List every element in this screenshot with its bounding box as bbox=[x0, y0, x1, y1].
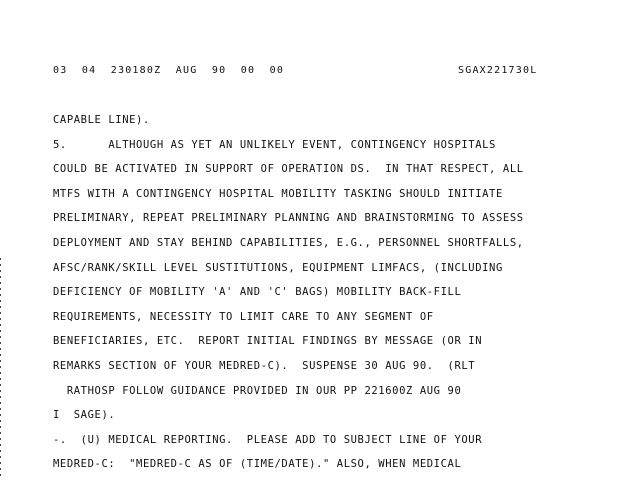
body-line: MEDRED-C: "MEDRED-C AS OF (TIME/DATE)." ALSO, WHEN MEDICAL bbox=[53, 458, 462, 471]
body-line: -. (U) MEDICAL REPORTING. PLEASE ADD TO SUBJECT LINE OF YOUR bbox=[53, 433, 483, 446]
body-line: REMARKS SECTION OF YOUR MEDRED-C). SUSPENSE 30 AUG 90. (RLT bbox=[53, 359, 476, 372]
body-line: REQUIREMENTS, NECESSITY TO LIMIT CARE TO ANY SEGMENT OF bbox=[53, 310, 434, 323]
message-header-id: SGAX221730L bbox=[458, 65, 538, 76]
body-line: BENEFICIARIES, ETC. REPORT INITIAL FINDINGS BY MESSAGE (OR IN bbox=[53, 335, 483, 348]
body-line: RATHOSP FOLLOW GUIDANCE PROVIDED IN OUR PP 221600Z AUG 90 bbox=[53, 384, 462, 397]
body-line: PRELIMINARY, REPEAT PRELIMINARY PLANNING AND BRAINSTORMING TO ASSESS bbox=[53, 212, 524, 225]
body-line: COULD BE ACTIVATED IN SUPPORT OF OPERATION DS. IN THAT RESPECT, ALL bbox=[53, 163, 524, 176]
body-line: MTFS WITH A CONTINGENCY HOSPITAL MOBILITY TASKING SHOULD INITIATE bbox=[53, 187, 503, 200]
scan-edge-mark bbox=[0, 258, 1, 480]
body-line: DEPLOYMENT AND STAY BEHIND CAPABILITIES, E.G., PERSONNEL SHORTFALLS, bbox=[53, 236, 524, 249]
body-line: I SAGE). bbox=[53, 409, 116, 422]
body-line: 5. ALTHOUGH AS YET AN UNLIKELY EVENT, CONTINGENCY HOSPITALS bbox=[53, 138, 496, 151]
body-line: DEFICIENCY OF MOBILITY 'A' AND 'C' BAGS) MOBILITY BACK-FILL bbox=[53, 286, 462, 299]
message-body bbox=[53, 108, 613, 477]
body-line: AFSC/RANK/SKILL LEVEL SUSTITUTIONS, EQUIPMENT LIMFACS, (INCLUDING bbox=[53, 261, 503, 274]
message-header-dtg: 03 04 230180Z AUG 90 00 00 bbox=[53, 65, 285, 76]
body-line: CAPABLE LINE). bbox=[53, 114, 150, 126]
